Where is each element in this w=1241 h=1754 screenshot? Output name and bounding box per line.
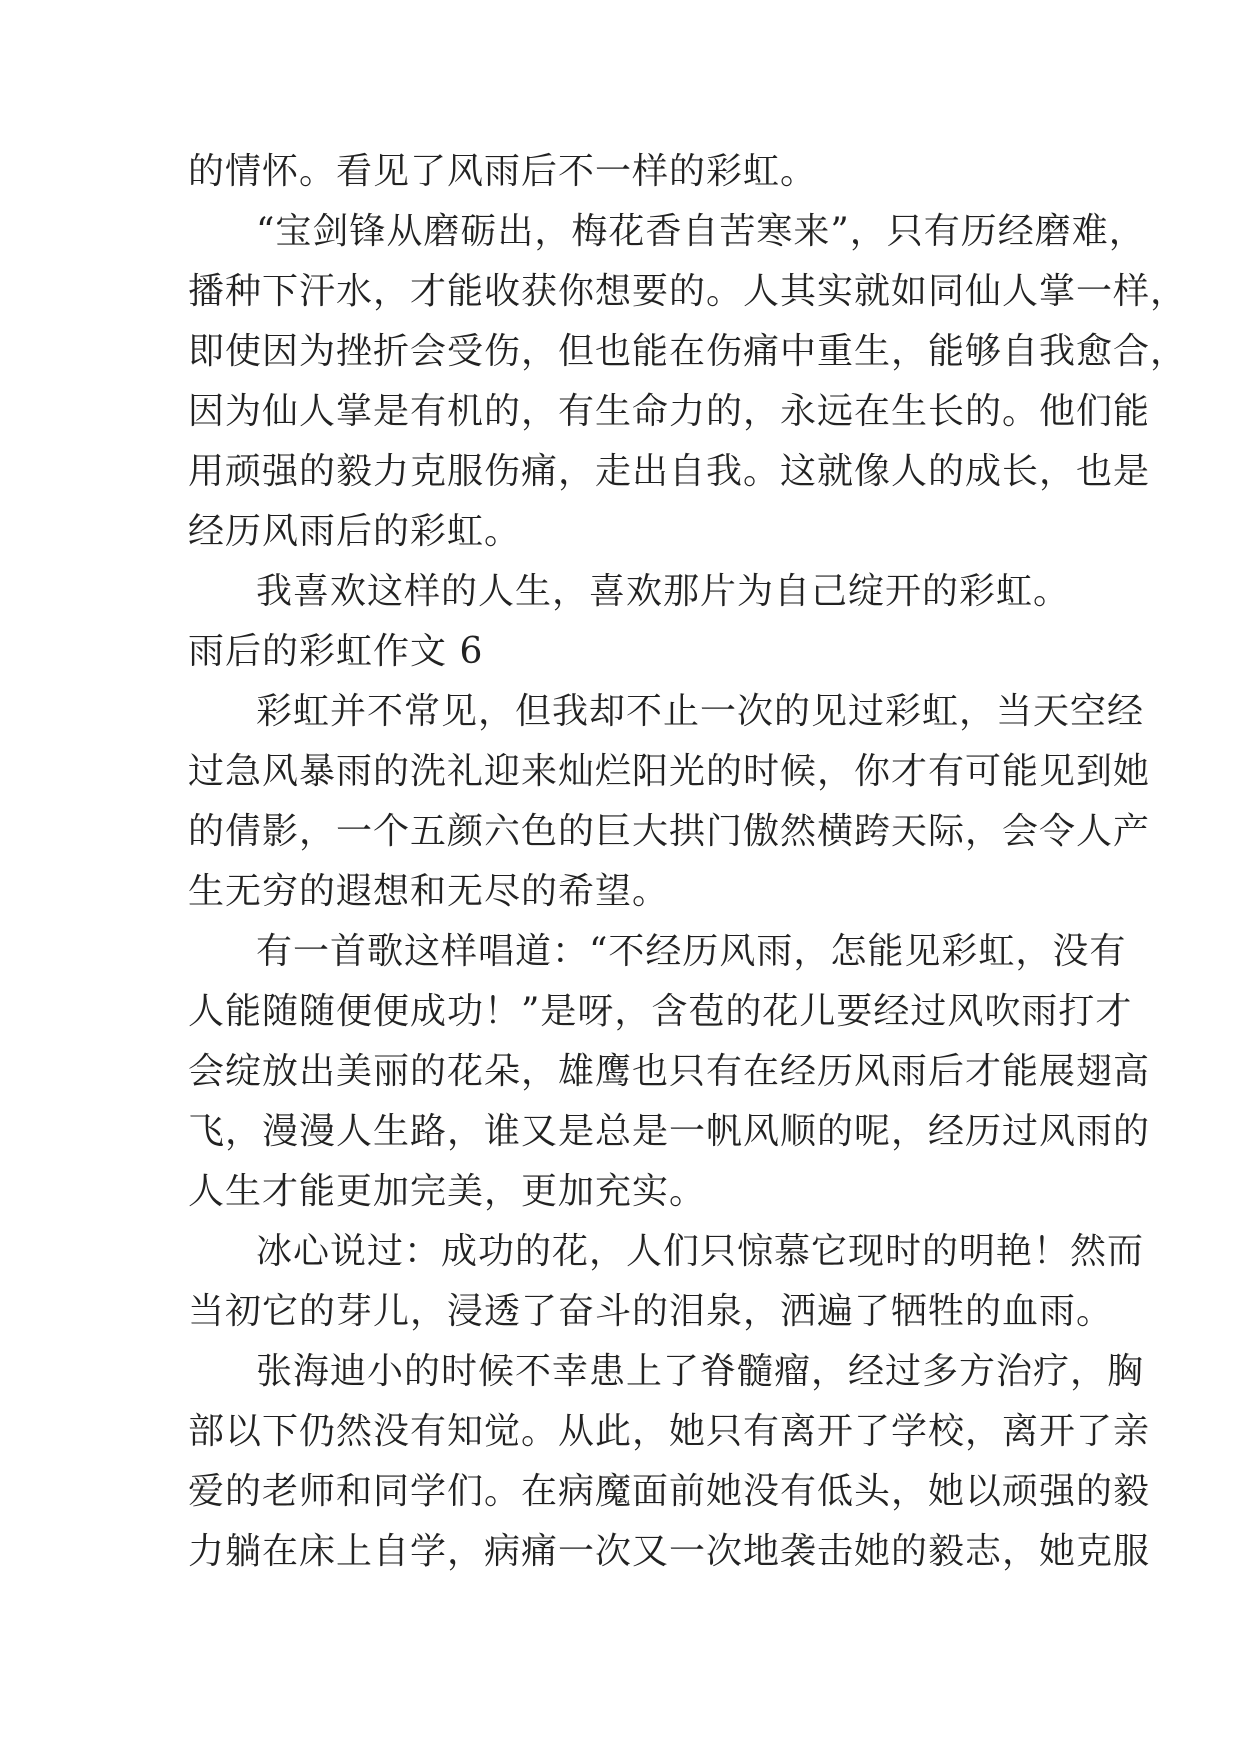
body-line: 生无穷的遐想和无尽的希望。 [188,871,670,912]
body-line: 我喜欢这样的人生，喜欢那片为自己绽开的彩虹。 [256,571,1071,612]
body-line: 的倩影，一个五颜六色的巨大拱门傲然横跨天际，会令人产 [188,811,1151,852]
body-line: 彩虹并不常见，但我却不止一次的见过彩虹，当天空经 [256,691,1145,732]
body-line: 经历风雨后的彩虹。 [188,511,522,552]
body-line: 播种下汗水，才能收获你想要的。人其实就如同仙人掌一样， [188,271,1188,312]
body-line: 人能随随便便成功！”是呀，含苞的花儿要经过风吹雨打才 [188,991,1133,1032]
body-line: 会绽放出美丽的花朵，雄鹰也只有在经历风雨后才能展翅高 [188,1051,1151,1092]
body-line: 张海迪小的时候不幸患上了脊髓瘤，经过多方治疗，胸 [256,1351,1145,1392]
body-line: “宝剑锋从磨砺出，梅花香自苦寒来”，只有历经磨难， [256,211,1146,252]
body-line: 的情怀。看见了风雨后不一样的彩虹。 [188,151,818,192]
body-line: 飞，漫漫人生路，谁又是总是一帆风顺的呢，经历过风雨的 [188,1111,1151,1152]
body-line: 部以下仍然没有知觉。从此，她只有离开了学校，离开了亲 [188,1411,1151,1452]
body-line: 有一首歌这样唱道：“不经历风雨，怎能见彩虹，没有 [256,931,1127,972]
body-line: 过急风暴雨的洗礼迎来灿烂阳光的时候，你才有可能见到她 [188,751,1151,792]
document-body [188,151,1188,1592]
body-line: 因为仙人掌是有机的，有生命力的，永远在生长的。他们能 [188,391,1151,432]
section-heading: 雨后的彩虹作文 6 [188,631,484,672]
body-line: 力躺在床上自学，病痛一次又一次地袭击她的毅志，她克服 [188,1531,1151,1572]
body-line: 人生才能更加完美，更加充实。 [188,1171,707,1212]
body-line: 用顽强的毅力克服伤痛，走出自我。这就像人的成长，也是 [188,451,1151,492]
body-line: 冰心说过：成功的花，人们只惊慕它现时的明艳！然而 [256,1231,1145,1272]
body-line: 爱的老师和同学们。在病魔面前她没有低头，她以顽强的毅 [188,1471,1151,1512]
body-line: 即使因为挫折会受伤，但也能在伤痛中重生，能够自我愈合， [188,331,1188,372]
body-line: 当初它的芽儿，浸透了奋斗的泪泉，洒遍了牺牲的血雨。 [188,1291,1114,1332]
